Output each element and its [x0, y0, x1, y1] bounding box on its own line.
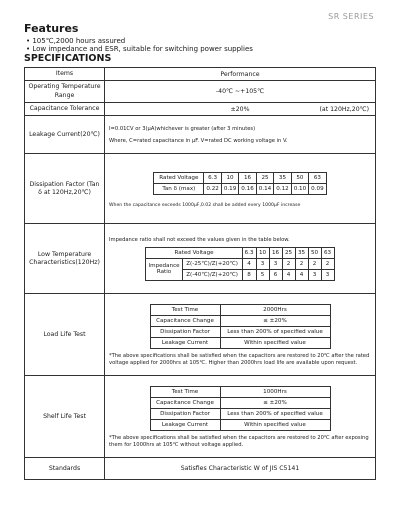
ratio-cell: 2 [295, 258, 308, 269]
voltage-cell: 63 [321, 247, 334, 258]
tan-delta-label: Tan δ (max) [154, 184, 204, 195]
specifications-table [24, 67, 376, 480]
operating-temp-label: Operating Temperature Range [25, 81, 105, 103]
voltage-cell: 10 [221, 173, 238, 184]
voltage-cell: 6.3 [204, 173, 221, 184]
test-value: 1000Hrs [220, 386, 330, 397]
feature-item: • Low impedance and ESR, suitable for switching power supplies [26, 45, 253, 53]
test-item: Test Time [150, 386, 220, 397]
items-header: Items [25, 68, 105, 81]
leakage-definition: Where, C=rated capacitance in μF. V=rated DC working voltage in V. [109, 137, 288, 144]
ratio-cell: 4 [295, 269, 308, 280]
low-temp-row [25, 224, 376, 294]
dissipation-factor-row [25, 154, 376, 224]
feature-item: • 105℃,2000 hours assured [26, 37, 126, 45]
test-item: Leakage Current [150, 419, 220, 430]
capacitance-tolerance-condition: (at 120Hz,20℃) [319, 105, 369, 113]
voltage-cell: 10 [256, 247, 269, 258]
voltage-cell: 6.3 [242, 247, 256, 258]
rated-voltage-label: Rated Voltage [146, 247, 242, 258]
series-label: SR SERIES [328, 12, 374, 21]
rated-voltage-label: Rated Voltage [154, 173, 204, 184]
load-life-label: Load Life Test [25, 294, 105, 376]
test-item: Capacitance Change [150, 397, 220, 408]
leakage-formula: I=0.01CV or 3(μA)whichever is greater (after 3 minutes) [109, 125, 256, 132]
dissipation-note: When the capacitance exceeds 1000μF,0.02 shall be added every 1000μF increase [109, 203, 301, 209]
test-item: Dissipation Factor [150, 408, 220, 419]
test-value: Within specified value [220, 337, 330, 348]
ratio-cell: 3 [256, 258, 269, 269]
ratio-cell: 3 [321, 269, 334, 280]
shelf-life-table [150, 386, 331, 431]
impedance-ratio-label: Impedance Ratio [146, 258, 182, 280]
features-title: Features [24, 22, 79, 35]
standards-label: Standards [25, 458, 105, 480]
tan-delta-cell: 0.22 [204, 184, 221, 195]
voltage-cell: 63 [309, 173, 326, 184]
tan-delta-cell: 0.09 [309, 184, 326, 195]
tan-delta-cell: 0.12 [274, 184, 291, 195]
tan-delta-cell: 0.14 [256, 184, 273, 195]
ratio-cell: 2 [282, 258, 295, 269]
test-value: ≤ ±20% [220, 397, 330, 408]
capacitance-tolerance-value: ±20% [230, 105, 250, 113]
test-item: Dissipation Factor [150, 326, 220, 337]
ratio-cell: 3 [269, 258, 282, 269]
standards-value: Satisfies Characteristic W of JIS C5141 [105, 458, 376, 480]
shelf-life-row [25, 376, 376, 458]
voltage-cell: 25 [282, 247, 295, 258]
header-row [25, 68, 376, 81]
performance-header: Performance [105, 68, 376, 81]
test-value: Less than 200% of specified value [220, 408, 330, 419]
ratio-cell: 4 [242, 258, 256, 269]
ratio-cell: 2 [321, 258, 334, 269]
standards-row [25, 458, 376, 480]
ratio-25-label: Z(-25℃)/Z(+20℃) [182, 258, 242, 269]
test-item: Test Time [150, 304, 220, 315]
voltage-cell: 16 [269, 247, 282, 258]
shelf-life-note: *The above specifications shall be satisfied when the capacitors are restored to 20℃ after exposing them for 1000hrs at 105℃ without voltage applied. [109, 434, 369, 449]
test-item: Capacitance Change [150, 315, 220, 326]
low-temp-label: Low Temperature Characteristics(120Hz) [25, 224, 105, 294]
leakage-current-row [25, 116, 376, 154]
tan-delta-cell: 0.16 [239, 184, 256, 195]
test-value: Less than 200% of specified value [220, 326, 330, 337]
test-value: 2000Hrs [220, 304, 330, 315]
capacitance-tolerance-row [25, 103, 376, 116]
voltage-cell: 16 [239, 173, 256, 184]
leakage-current-label: Leakage Current(20℃) [25, 116, 105, 154]
operating-temp-row [25, 81, 376, 103]
tan-delta-cell: 0.19 [221, 184, 238, 195]
ratio-cell: 2 [308, 258, 321, 269]
impedance-table [145, 247, 334, 281]
low-temp-intro: Impedance ratio shall not exceed the values given in the table below. [109, 236, 290, 243]
voltage-cell: 25 [256, 173, 273, 184]
ratio-cell: 8 [242, 269, 256, 280]
voltage-cell: 50 [308, 247, 321, 258]
shelf-life-label: Shelf Life Test [25, 376, 105, 458]
capacitance-tolerance-label: Capacitance Tolerance [25, 103, 105, 116]
ratio-cell: 4 [282, 269, 295, 280]
load-life-note: *The above specifications shall be satisfied when the capacitors are restored to 20℃ after the rated voltage applied for 2000hrs at 105℃. Higher than 2000hrs load life are available upon request. [109, 352, 370, 367]
voltage-cell: 50 [291, 173, 308, 184]
tan-delta-cell: 0.10 [291, 184, 308, 195]
load-life-row [25, 294, 376, 376]
voltage-cell: 35 [274, 173, 291, 184]
specifications-title: SPECIFICATIONS [24, 53, 112, 64]
load-life-table [150, 304, 331, 349]
voltage-cell: 35 [295, 247, 308, 258]
dissipation-factor-label: Dissipation Factor (Tan δ at 120Hz,20℃) [25, 154, 105, 224]
dissipation-table [153, 172, 326, 195]
operating-temp-value: -40℃ ~+105℃ [105, 81, 376, 103]
ratio-cell: 5 [256, 269, 269, 280]
test-value: ≤ ±20% [220, 315, 330, 326]
test-item: Leakage Current [150, 337, 220, 348]
test-value: Within specified value [220, 419, 330, 430]
ratio-cell: 3 [308, 269, 321, 280]
ratio-cell: 6 [269, 269, 282, 280]
ratio-40-label: Z(-40℃)/Z(+20℃) [182, 269, 242, 280]
